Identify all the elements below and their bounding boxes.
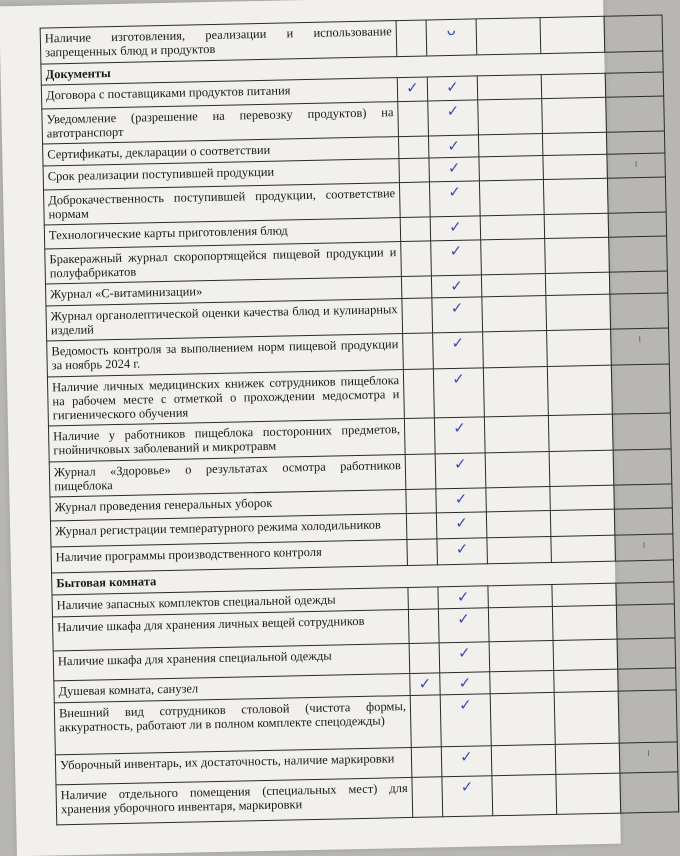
empty-cell (620, 772, 679, 813)
criterion-text: Наличие изготовления, реализации и использование запрещенных блюд и продуктов (40, 21, 397, 64)
check-mark-cell: ✓ (437, 538, 488, 565)
criterion-text: Наличие личных медицинских книжек сотрудников пищеблока на рабочем месте с отметкой о прохождении медосмотра и гигиенического обучения (47, 370, 404, 426)
check-mark-cell: ✓ (427, 76, 477, 101)
check-mark-cell: ✓ (433, 368, 484, 418)
criterion-text: Доброкачественность поступившей продукции, соответствие нормам (44, 183, 401, 225)
empty-cell (541, 73, 605, 98)
check-mark-cell: ✓ (438, 608, 489, 643)
empty-cell (403, 333, 434, 370)
check-mark-cell: ✓ (428, 135, 478, 158)
check-mark-cell: ı (611, 328, 670, 365)
check-mark-cell: ✓ (442, 776, 493, 817)
empty-cell (411, 747, 442, 778)
empty-cell (479, 180, 544, 216)
check-mark-cell: ✓ (432, 297, 483, 333)
empty-cell (487, 536, 552, 563)
check-mark-cell: ı (607, 153, 665, 178)
empty-cell (607, 177, 666, 213)
empty-cell (616, 582, 674, 605)
criterion-text: Журнал «С-витаминизации» (45, 277, 401, 306)
empty-cell (552, 583, 616, 606)
check-mark-cell: ✓ (440, 694, 491, 747)
check-mark-cell: ✓ (397, 77, 427, 102)
criterion-text: Наличие программы производственного контроля (51, 539, 407, 572)
empty-cell (610, 293, 669, 329)
empty-cell (614, 484, 672, 509)
empty-cell (400, 217, 430, 242)
section-title: Бытовая комната (52, 560, 674, 595)
check-mark-cell: ✓ (438, 586, 488, 609)
empty-cell (476, 18, 541, 55)
check-mark-cell: ✓ (429, 181, 480, 217)
empty-cell (486, 510, 551, 537)
check-mark-cell: ✓ (441, 746, 492, 777)
criterion-text: Журнал регистрации температурного режима холодильников (50, 514, 406, 547)
check-mark-cell: ✓ (435, 453, 486, 489)
empty-cell (549, 450, 614, 486)
empty-cell (609, 236, 668, 272)
criterion-text: Ведомость контроля за выполнением норм пищевой продукции за ноябрь 2024 г. (47, 334, 404, 377)
empty-cell (617, 638, 676, 669)
empty-cell (542, 97, 607, 133)
criterion-text: Внешний вид сотрудников столовой (чистота формы, аккуратность, работают ли в полном комплекте спецодежды) (54, 695, 411, 754)
empty-cell (488, 584, 552, 607)
empty-cell (556, 773, 621, 814)
criterion-text: Наличие отдельного помещения (специальных мест) для хранения уборочного инвентаря, маркировки (56, 777, 413, 824)
check-mark-cell: ı (615, 534, 674, 561)
empty-cell (483, 367, 548, 417)
empty-cell (399, 182, 430, 218)
empty-cell (402, 298, 433, 334)
check-mark-cell: ✓ (431, 275, 481, 298)
check-mark-cell: ✓ (433, 332, 484, 369)
empty-cell (606, 96, 665, 132)
empty-cell (477, 75, 541, 100)
check-mark-cell: ✓ (436, 512, 487, 539)
empty-cell (606, 131, 664, 154)
empty-cell (491, 744, 556, 775)
check-mark-cell: ᴗ (426, 19, 477, 56)
criterion-text: Наличие запасных комплектов специальной одежды (52, 587, 408, 616)
criterion-text: Договора с поставщиками продуктов питания (41, 78, 397, 109)
empty-cell (408, 609, 439, 644)
check-mark-cell: ✓ (429, 157, 479, 182)
empty-cell (554, 691, 619, 744)
empty-cell (399, 158, 429, 183)
criterion-text: Наличие шкафа для хранения личных вещей сотрудников (52, 609, 409, 650)
empty-cell (478, 134, 542, 157)
check-mark-cell: ✓ (439, 642, 490, 673)
empty-cell (543, 178, 608, 214)
empty-cell (540, 16, 605, 53)
empty-cell (409, 643, 440, 674)
empty-cell (613, 449, 672, 485)
empty-cell (618, 690, 677, 743)
empty-cell (479, 156, 543, 181)
empty-cell (551, 535, 616, 562)
empty-cell (480, 215, 544, 240)
empty-cell (482, 296, 547, 332)
empty-cell (542, 132, 606, 155)
empty-cell (616, 604, 675, 639)
criterion-text: Журнал органолептической оценки качества блюд и кулинарных изделий (46, 299, 403, 341)
empty-cell (544, 213, 608, 238)
empty-cell (543, 154, 607, 179)
criterion-text: Уборочный инвентарь, их достаточность, наличие маркировки (55, 747, 412, 784)
empty-cell (412, 777, 443, 818)
empty-cell (488, 606, 553, 641)
empty-cell (407, 539, 438, 566)
empty-cell (398, 136, 428, 159)
empty-cell (547, 365, 612, 415)
empty-cell (484, 416, 549, 453)
empty-cell (550, 509, 615, 536)
criterion-text: Технологические карты приготовления блюд (44, 218, 400, 249)
check-mark-cell: ✓ (410, 673, 440, 696)
empty-cell (552, 605, 617, 640)
criterion-text: Бракеражный журнал скоропортящейся пищевой продукции и полуфабрикатов (45, 242, 402, 284)
empty-cell (547, 329, 612, 366)
criterion-text: Наличие у работников пищеблока посторонних предметов, гнойничковых заболеваний и микротравм (48, 419, 405, 462)
empty-cell (403, 369, 434, 419)
empty-cell (410, 695, 441, 748)
check-mark-cell: ✓ (436, 488, 486, 513)
empty-cell (545, 237, 610, 273)
check-mark-cell: ı (619, 742, 678, 773)
criterion-text: Журнал проведения генеральных уборок (50, 490, 406, 521)
empty-cell (478, 99, 543, 135)
empty-cell (486, 486, 550, 511)
check-mark-cell: ✓ (431, 240, 482, 276)
empty-cell (492, 774, 557, 815)
empty-cell (618, 668, 676, 691)
empty-cell (490, 670, 554, 693)
criterion-text: Срок реализации поступившей продукции (43, 159, 399, 190)
empty-cell (401, 241, 432, 277)
checklist-table (40, 15, 680, 826)
empty-cell (548, 414, 613, 451)
empty-cell (612, 413, 671, 450)
empty-cell (604, 15, 663, 52)
criterion-text: Сертификаты, декларации о соответствии (43, 137, 399, 166)
empty-cell (406, 513, 437, 540)
empty-cell (545, 272, 609, 295)
criterion-text: Душевая комната, санузел (54, 673, 410, 702)
empty-cell (481, 239, 546, 275)
empty-cell (481, 274, 545, 297)
criterion-text: Уведомление (разрешение на перевозку продуктов) на автотранспорт (42, 102, 399, 144)
check-mark-cell: ✓ (430, 216, 480, 241)
check-mark-cell: ✓ (428, 100, 479, 136)
empty-cell (406, 489, 436, 514)
empty-cell (396, 20, 427, 57)
empty-cell (490, 692, 555, 745)
empty-cell (605, 72, 663, 97)
criterion-text: Журнал «Здоровье» о результатах осмотра работников пищеблока (49, 455, 406, 497)
empty-cell (489, 640, 554, 671)
empty-cell (405, 454, 436, 490)
criterion-text: Наличие шкафа для хранения специальной одежды (53, 643, 410, 680)
empty-cell (553, 639, 618, 670)
empty-cell (546, 294, 611, 330)
section-title: Документы (41, 51, 663, 85)
check-mark-cell: ✓ (440, 672, 490, 695)
empty-cell (483, 331, 548, 368)
empty-cell (614, 508, 673, 535)
empty-cell (554, 669, 618, 692)
empty-cell (398, 101, 429, 137)
empty-cell (555, 743, 620, 774)
empty-cell (485, 451, 550, 487)
empty-cell (401, 276, 431, 299)
empty-cell (550, 485, 614, 510)
empty-cell (404, 418, 435, 455)
empty-cell (609, 271, 667, 294)
empty-cell (611, 364, 670, 414)
empty-cell (408, 587, 438, 610)
empty-cell (608, 212, 666, 237)
check-mark-cell: ✓ (434, 417, 485, 454)
